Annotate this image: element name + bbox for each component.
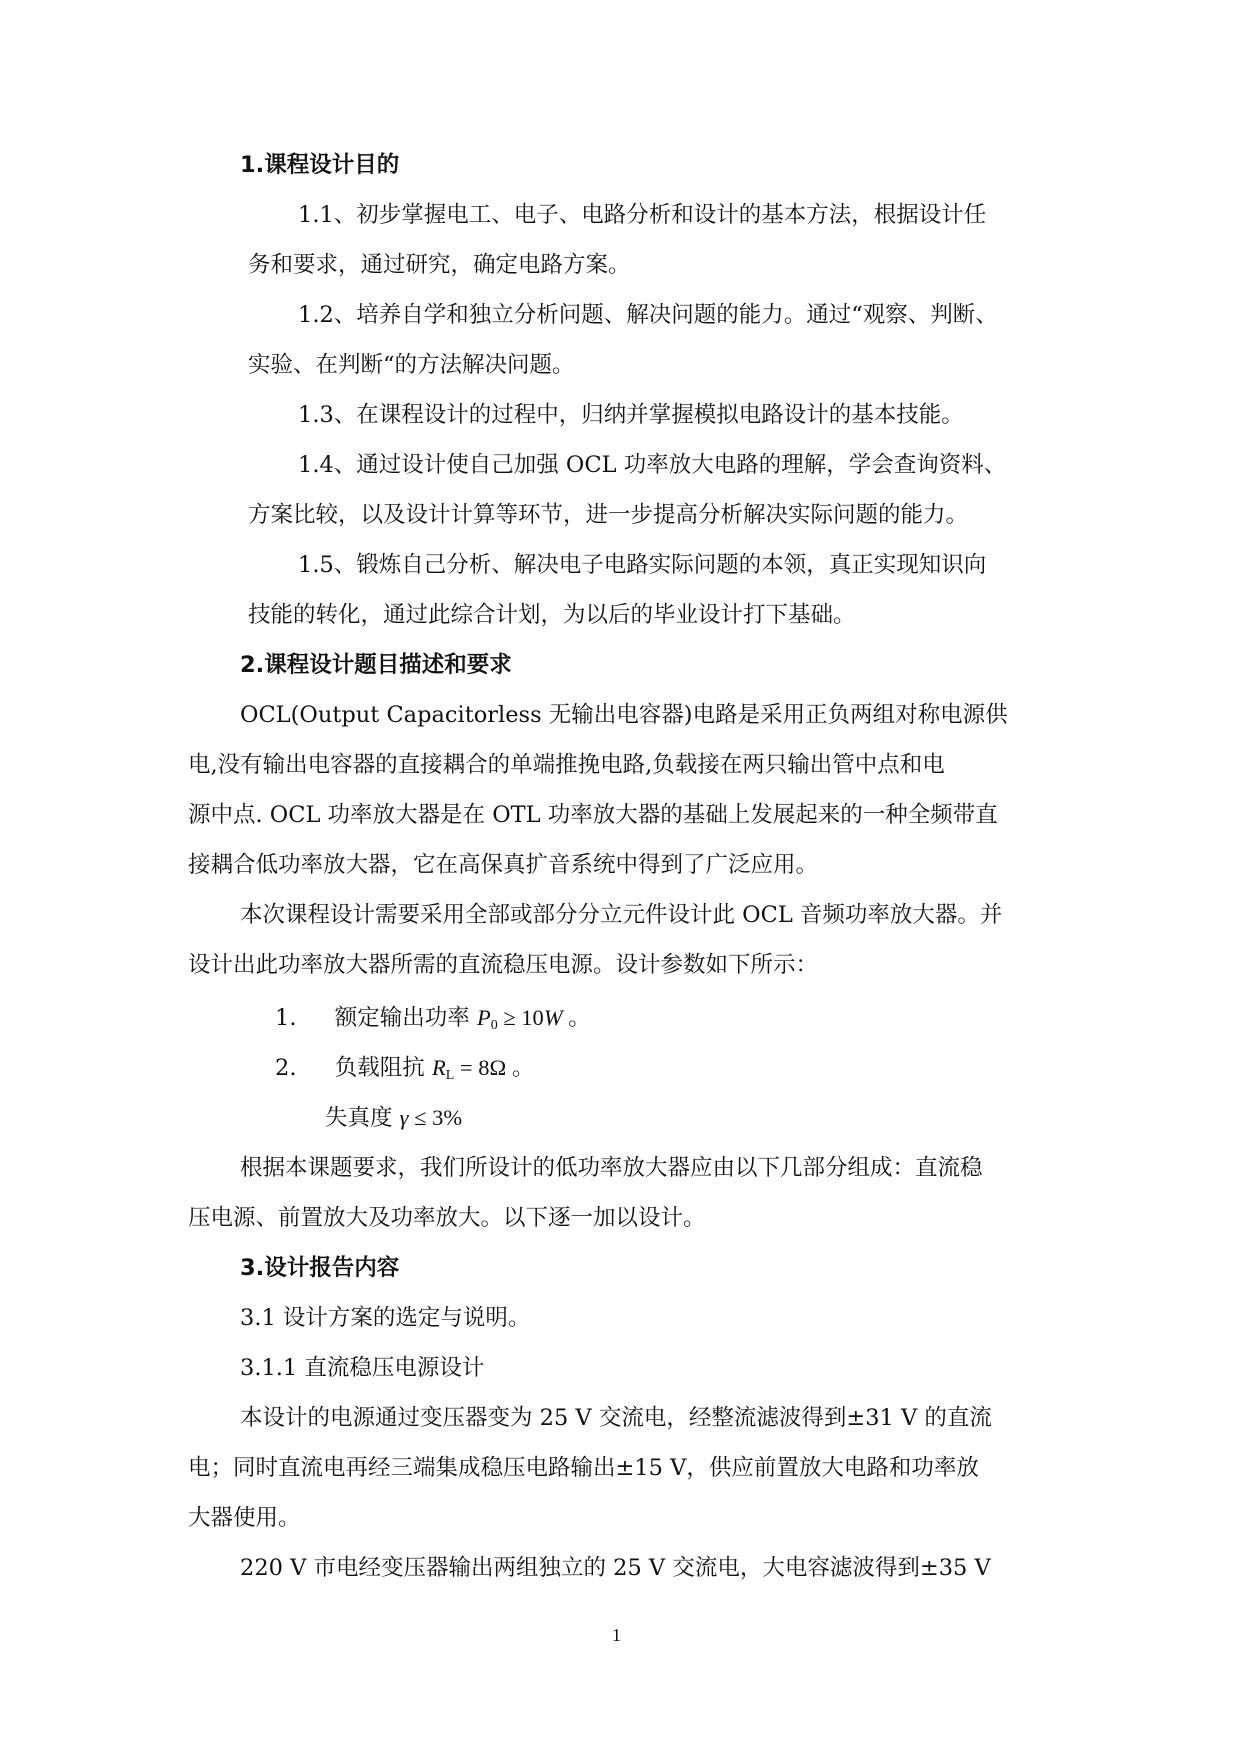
paragraph-2-1-line-3: 源中点. OCL 功率放大器是在 OTL 功率放大器的基础上发展起来的一种全频带直	[188, 802, 998, 828]
paragraph-1-1-line-1: 1.1、初步掌握电工、电子、电路分析和设计的基本方法，根据设计任	[298, 202, 987, 228]
paragraph-2-3-line-1: 根据本课题要求，我们所设计的低功率放大器应由以下几部分组成：直流稳	[240, 1155, 983, 1181]
param-item-2-formula: $R_L = 8\Omega$	[431, 1055, 507, 1083]
paragraph-2-1-line-4: 接耦合低功率放大器，它在高保真扩音系统中得到了广泛应用。	[188, 852, 819, 878]
param-item-2-number: 2.	[275, 1055, 297, 1081]
paragraph-1-5-line-2: 技能的转化，通过此综合计划，为以后的毕业设计打下基础。	[248, 602, 856, 628]
distortion-line	[325, 1103, 462, 1133]
paragraph-2-2-line-1: 本次课程设计需要采用全部或部分分立元件设计此 OCL 音频功率放大器。并	[240, 902, 1003, 928]
paragraph-1-2-line-2: 实验、在判断“的方法解决问题。	[248, 352, 575, 378]
paragraph-3-1-line-1: 本设计的电源通过变压器变为 25 V 交流电，经整流滤波得到±31 V 的直流	[240, 1405, 992, 1431]
paragraph-1-1-line-2: 务和要求，通过研究，确定电路方案。	[248, 252, 631, 278]
paragraph-1-4-line-1: 1.4、通过设计使自己加强 OCL 功率放大电路的理解，学会查询资料、	[298, 452, 1007, 478]
param-item-1-end: 。	[568, 1005, 591, 1031]
section-3-heading: 3.设计报告内容	[240, 1255, 400, 1281]
paragraph-1-3-line-1: 1.3、在课程设计的过程中，归纳并掌握模拟电路设计的基本技能。	[298, 402, 964, 428]
page-number: 1	[612, 1625, 621, 1645]
param-item-1	[275, 1003, 591, 1041]
param-item-2	[275, 1053, 534, 1091]
paragraph-3-1-line-2: 电；同时直流电再经三端集成稳压电路输出±15 V，供应前置放大电路和功率放	[188, 1455, 979, 1481]
param-item-2-end: 。	[511, 1055, 535, 1081]
subsection-3-1-1: 3.1.1 直流稳压电源设计	[240, 1355, 485, 1381]
distortion-formula: γ ≤ 3%	[399, 1105, 463, 1130]
section-1-heading: 1.课程设计目的	[240, 152, 400, 178]
subsection-3-1: 3.1 设计方案的选定与说明。	[240, 1305, 531, 1331]
paragraph-2-1-line-2: 电,没有输出电容器的直接耦合的单端推挽电路,负载接在两只输出管中点和电	[188, 752, 945, 778]
paragraph-1-4-line-2: 方案比较，以及设计计算等环节，进一步提高分析解决实际问题的能力。	[248, 502, 969, 528]
section-2-heading: 2.课程设计题目描述和要求	[240, 652, 512, 678]
paragraph-3-2-line-1: 220 V 市电经变压器输出两组独立的 25 V 交流电，大电容滤波得到±35 V	[240, 1555, 991, 1581]
distortion-label: 失真度	[325, 1105, 393, 1131]
paragraph-1-2-line-1: 1.2、培养自学和独立分析问题、解决问题的能力。通过“观察、判断、	[298, 302, 998, 328]
param-item-1-number: 1.	[275, 1005, 297, 1031]
paragraph-1-5-line-1: 1.5、锻炼自己分析、解决电子电路实际问题的本领，真正实现知识向	[298, 552, 987, 578]
paragraph-2-1-line-1: OCL(Output Capacitorless 无输出电容器)电路是采用正负两组对称电源供	[240, 702, 1008, 728]
param-item-1-formula: $P_0 \ge 10W$	[476, 1005, 563, 1033]
param-item-1-text: 额定输出功率	[334, 1005, 470, 1031]
paragraph-2-2-line-2: 设计出此功率放大器所需的直流稳压电源。设计参数如下所示：	[188, 952, 819, 978]
param-item-2-text: 负载阻抗	[334, 1055, 425, 1081]
paragraph-3-1-line-3: 大器使用。	[188, 1505, 301, 1531]
paragraph-2-3-line-2: 压电源、前置放大及功率放大。以下逐一加以设计。	[188, 1205, 706, 1231]
